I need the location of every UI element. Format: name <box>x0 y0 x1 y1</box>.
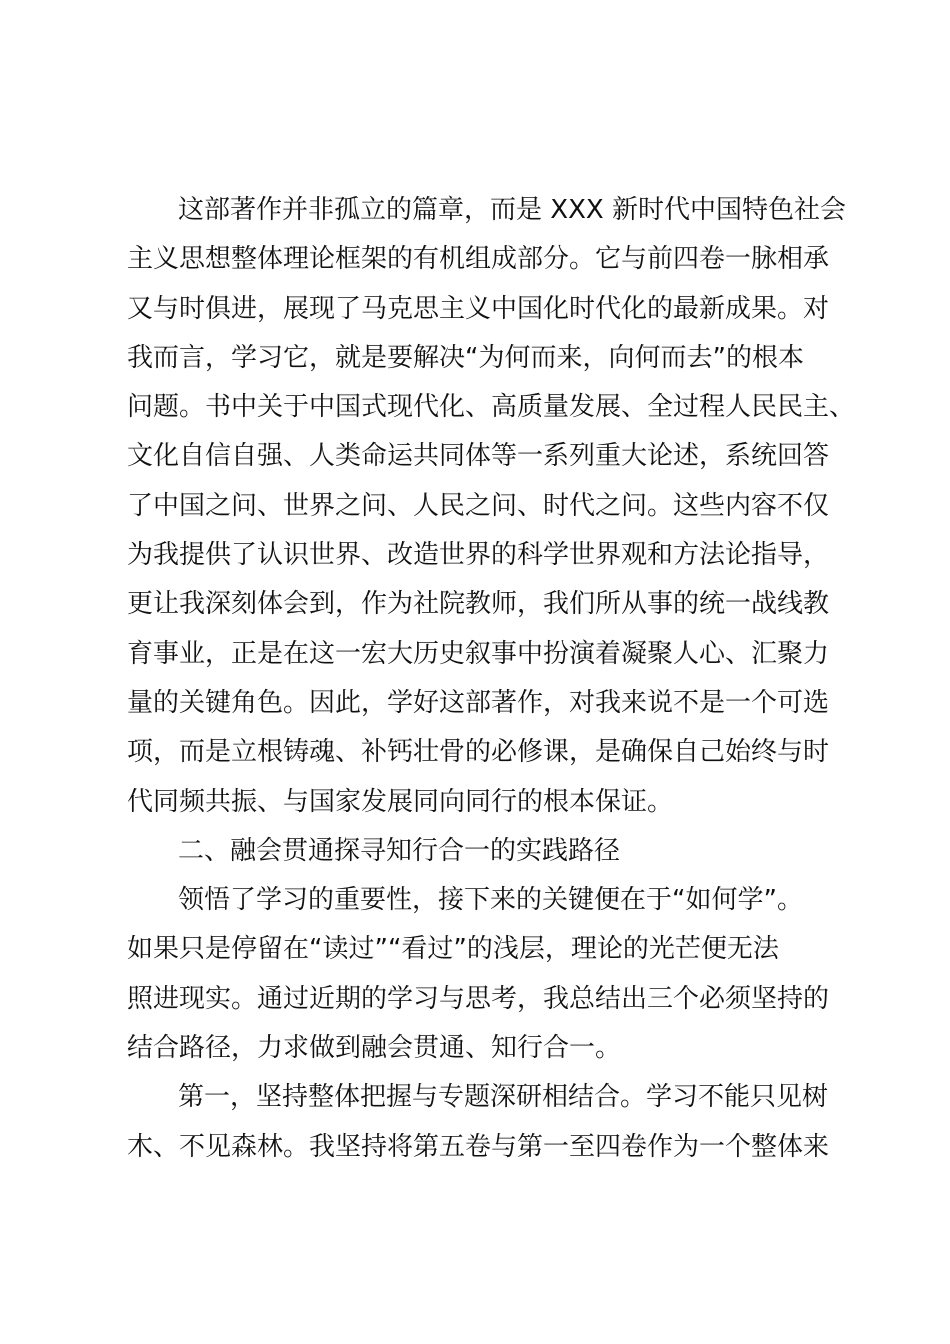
paragraph-line: 项，而是立根铸魂、补钙壮骨的必修课，是确保自己始终与时 <box>127 737 830 768</box>
paragraph-line: 我而言，学习它，就是要解决“为何而来，向何而去”的根本 <box>127 342 804 373</box>
paragraph-first-line: 第一，坚持整体把握与专题深研相结合。学习不能只见树 <box>178 1082 829 1113</box>
paragraph-line: 问题。书中关于中国式现代化、高质量发展、全过程人民民主、 <box>127 392 856 423</box>
paragraph-line: 又与时俱进，展现了马克思主义中国化时代化的最新成果。对 <box>127 293 830 324</box>
paragraph-first-line: 二、融会贯通探寻知行合一的实践路径 <box>178 835 621 866</box>
paragraph-line: 了中国之问、世界之问、人民之问、时代之问。这些内容不仅 <box>127 490 830 521</box>
paragraph-line: 代同频共振、与国家发展同向同行的根本保证。 <box>127 786 674 817</box>
paragraph-line: 为我提供了认识世界、改造世界的科学世界观和方法论指导， <box>127 540 830 571</box>
paragraph-line: 育事业，正是在这一宏大历史叙事中扮演着凝聚人心、汇聚力 <box>127 638 830 669</box>
paragraph-line: 结合路径，力求做到融会贯通、知行合一。 <box>127 1033 622 1064</box>
paragraph-line: 文化自信自强、人类命运共同体等一系列重大论述，系统回答 <box>127 441 830 472</box>
paragraph-line: 如果只是停留在“读过”“看过”的浅层，理论的光芒便无法 <box>127 934 779 965</box>
paragraph-line: 主义思想整体理论框架的有机组成部分。它与前四卷一脉相承 <box>127 244 830 275</box>
paragraph-line: 照进现实。通过近期的学习与思考，我总结出三个必须坚持的 <box>127 983 830 1014</box>
paragraph-line: 木、不见森林。我坚持将第五卷与第一至四卷作为一个整体来 <box>127 1131 830 1162</box>
paragraph-line: 量的关键角色。因此，学好这部著作，对我来说不是一个可选 <box>127 687 830 718</box>
paragraph-first-line: 这部著作并非孤立的篇章，而是 XXX 新时代中国特色社会 <box>178 195 846 225</box>
document-body <box>127 186 856 1172</box>
paragraph-line: 更让我深刻体会到，作为社院教师，我们所从事的统一战线教 <box>127 589 830 620</box>
paragraph-first-line: 领悟了学习的重要性，接下来的关键便在于“如何学”。 <box>178 885 803 916</box>
